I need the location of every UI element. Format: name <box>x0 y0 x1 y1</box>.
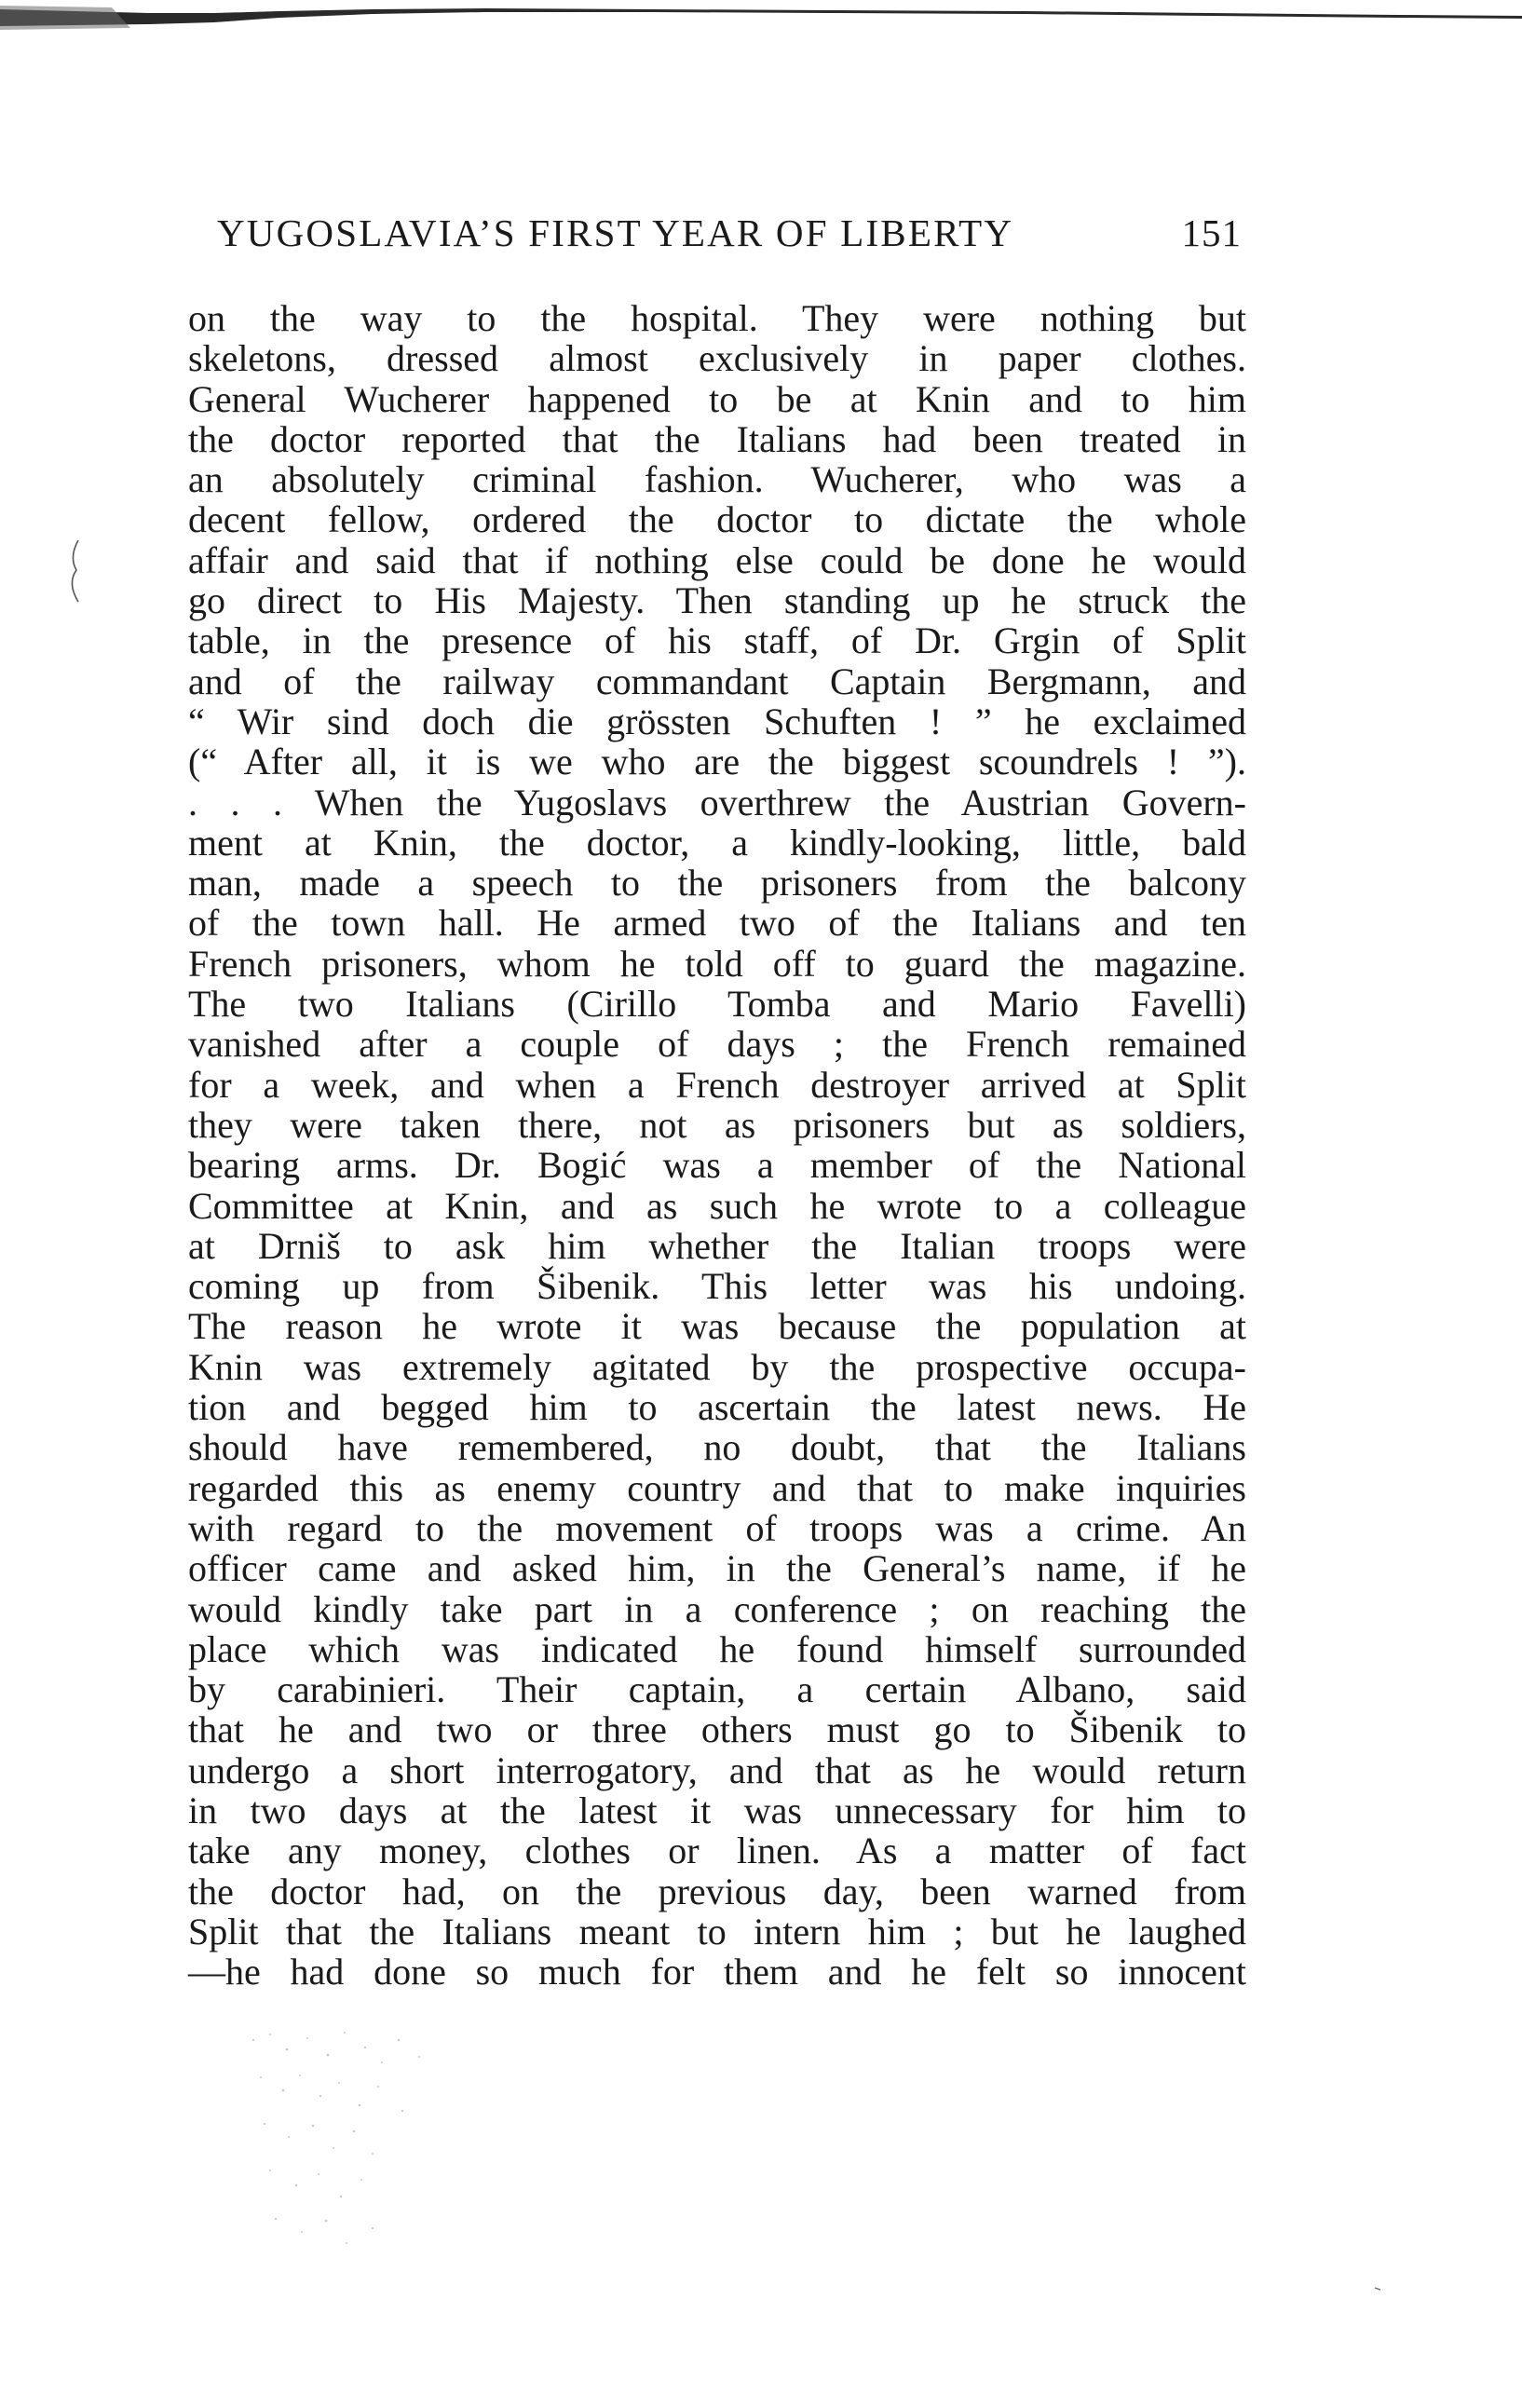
text-line: affair and said that if nothing else could be done he would <box>188 538 1246 581</box>
text-line: regarded this as enemy country and that to make inquiries <box>188 1466 1246 1509</box>
page-number: 151 <box>1181 211 1242 254</box>
text-line: tion and begged him to ascertain the latest news. He <box>188 1386 1246 1429</box>
text-line: the doctor reported that the Italians had been treated in <box>188 417 1246 460</box>
text-line: table, in the presence of his staff, of Dr. Grgin of Split <box>188 619 1246 662</box>
text-line: vanished after a couple of days ; the French remained <box>188 1023 1246 1066</box>
text-line: “ Wir sind doch die grössten Schuften ! ” he exclaimed <box>188 700 1246 742</box>
text-line: place which was indicated he found himself surrounded <box>188 1627 1246 1670</box>
text-line: —he had done so much for them and he felt so innocent <box>188 1951 1246 1993</box>
text-line: that he and two or three others must go to Šibenik to <box>188 1708 1246 1751</box>
text-line: with regard to the movement of troops was a crime. An <box>188 1506 1246 1549</box>
text-line: should have remembered, no doubt, that the Italians <box>188 1426 1246 1469</box>
text-line: undergo a short interrogatory, and that as he would return <box>188 1748 1246 1791</box>
body-text <box>188 298 1246 1992</box>
text-line: in two days at the latest it was unnecessary for him to <box>188 1789 1246 1831</box>
text-line: French prisoners, whom he told off to guard the magazine. <box>188 942 1246 985</box>
text-line: Split that the Italians meant to intern him ; but he laughed <box>188 1910 1246 1952</box>
running-head: YUGOSLAVIA’S FIRST YEAR OF LIBERTY <box>217 211 1014 254</box>
text-line: bearing arms. Dr. Bogić was a member of the National <box>188 1144 1246 1187</box>
text-line: go direct to His Majesty. Then standing up he struck the <box>188 579 1246 622</box>
text-line: Knin was extremely agitated by the prospective occupa- <box>188 1345 1246 1388</box>
stray-ink-mark <box>1373 2284 1382 2293</box>
show-through-speckle <box>242 2021 456 2264</box>
page-header <box>217 211 1242 266</box>
text-line: the doctor had, on the previous day, been warned from <box>188 1870 1246 1912</box>
text-line: ment at Knin, the doctor, a kindly-looking, little, bald <box>188 821 1246 864</box>
text-line: The reason he wrote it was because the population at <box>188 1305 1246 1348</box>
text-line: man, made a speech to the prisoners from the balcony <box>188 862 1246 905</box>
margin-bracket-mark <box>65 538 86 604</box>
text-line: (“ After all, it is we who are the biggest scoundrels ! ”). <box>188 741 1246 783</box>
text-line: on the way to the hospital. They were nothing but <box>188 297 1246 339</box>
text-line: take any money, clothes or linen. As a matter of fact <box>188 1830 1246 1872</box>
text-line: decent fellow, ordered the doctor to dictate the whole <box>188 498 1246 541</box>
text-line: for a week, and when a French destroyer arrived at Split <box>188 1063 1246 1106</box>
top-rule <box>0 0 1522 37</box>
text-line: The two Italians (Cirillo Tomba and Mario Favelli) <box>188 983 1246 1026</box>
text-line: General Wucherer happened to be at Knin and to him <box>188 377 1246 420</box>
text-line: . . . When the Yugoslavs overthrew the Austrian Govern- <box>188 781 1246 823</box>
text-line: officer came and asked him, in the General’s name, if he <box>188 1547 1246 1590</box>
text-line: by carabinieri. Their captain, a certain Albano, said <box>188 1668 1246 1711</box>
text-line: skeletons, dressed almost exclusively in paper clothes. <box>188 337 1246 380</box>
text-line: and of the railway commandant Captain Bergmann, and <box>188 660 1246 702</box>
text-line: they were taken there, not as prisoners but as soldiers, <box>188 1103 1246 1146</box>
text-line: at Drniš to ask him whether the Italian troops were <box>188 1224 1246 1267</box>
text-line: an absolutely criminal fashion. Wucherer, who was a <box>188 458 1246 501</box>
text-line: would kindly take part in a conference ; on reaching the <box>188 1587 1246 1630</box>
text-line: coming up from Šibenik. This letter was his undoing. <box>188 1265 1246 1308</box>
text-line: Committee at Knin, and as such he wrote to a colleague <box>188 1184 1246 1227</box>
text-line: of the town hall. He armed two of the Italians and ten <box>188 902 1246 945</box>
